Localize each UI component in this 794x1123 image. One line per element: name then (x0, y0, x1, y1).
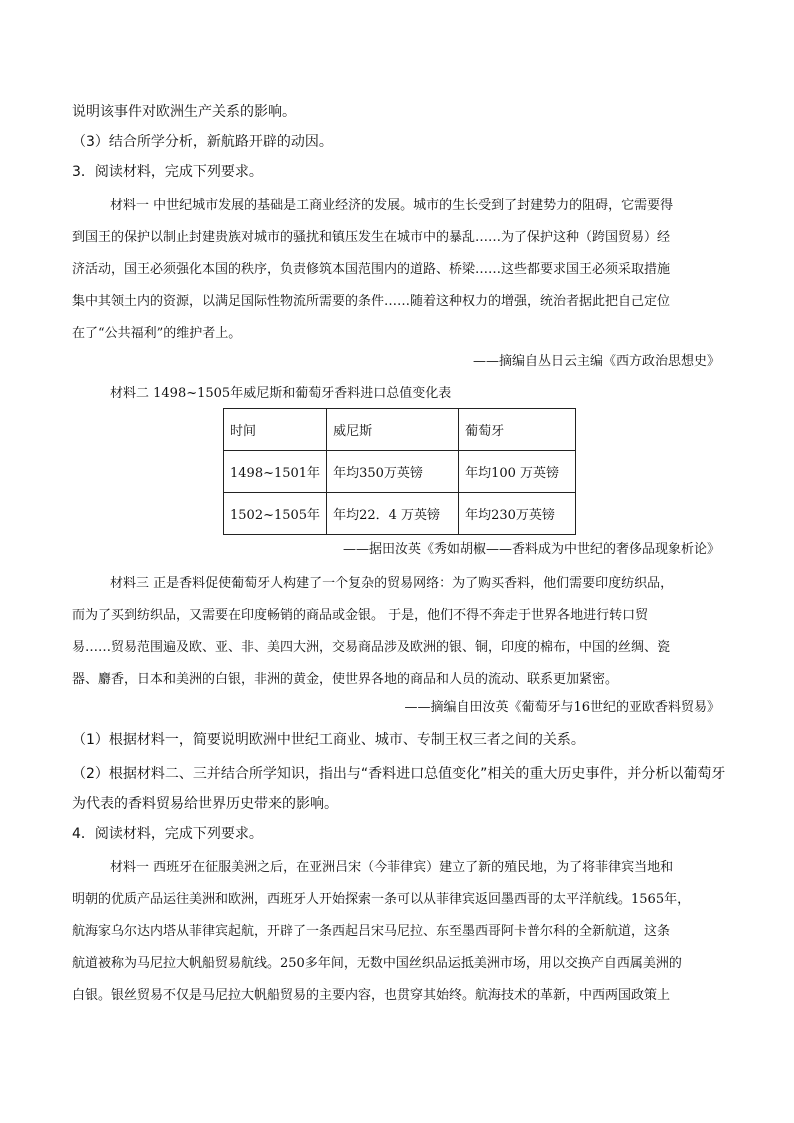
material-1-line: 集中其领土内的资源，以满足国际性物流所需要的条件……随着这种权力的增强，统治者据此把自己定位 (72, 294, 671, 309)
material-3-source: ——摘编自田汝英《葡萄牙与16世纪的亚欧香料贸易》 (404, 700, 720, 715)
table-header-row (224, 409, 576, 451)
q4-material-1-line: 材料一 西班牙在征服美洲之后，在亚洲吕宋（今菲律宾）建立了新的殖民地，为了将菲律宾当地和 (110, 860, 674, 875)
material-2-caption: 材料二 1498~1505年威尼斯和葡萄牙香料进口总值变化表 (110, 386, 452, 401)
table-header-cell: 威尼斯 (327, 409, 459, 451)
table-cell: 年均100 万英镑 (459, 451, 576, 493)
table-row (224, 493, 576, 535)
material-3-line: 易……贸易范围遍及欧、亚、非、美四大洲，交易商品涉及欧洲的银、铜，印度的棉布，中国的丝绸、瓷 (72, 640, 671, 655)
question-3-2-cont: 为代表的香料贸易给世界历史带来的影响。 (72, 796, 338, 812)
question-3-2: （2）根据材料二、三并结合所学知识，指出与“香料进口总值变化”相关的重大历史事件，并分析以葡萄牙 (72, 766, 726, 782)
table-cell: 1498~1501年 (224, 451, 327, 493)
material-1-line: 在了“公共福利”的维护者上。 (72, 326, 242, 341)
q4-material-1-line: 航道被称为马尼拉大帆船贸易航线。250多年间，无数中国丝织品运抵美洲市场，用以交换产自西属美洲的 (72, 956, 682, 971)
q4-material-1-line: 白银。银丝贸易不仅是马尼拉大帆船贸易的主要内容，也贯穿其始终。航海技术的革新，中西两国政策上 (72, 988, 671, 1003)
spice-import-table (223, 408, 576, 535)
material-1-line: 材料一 中世纪城市发展的基础是工商业经济的发展。城市的生长受到了封建势力的阻碍，它需要得 (110, 198, 674, 213)
q4-material-1-line: 航海家乌尔达内塔从菲律宾起航，开辟了一条西起吕宋马尼拉、东至墨西哥阿卡普尔科的全新航道，这条 (72, 924, 671, 939)
material-1-source: ——摘编自丛日云主编《西方政治思想史》 (472, 354, 720, 369)
question-3-1: （1）根据材料一，简要说明欧洲中世纪工商业、城市、专制王权三者之间的关系。 (72, 732, 585, 748)
table-header-cell: 葡萄牙 (459, 409, 576, 451)
question-4-heading: 4．阅读材料，完成下列要求。 (72, 826, 263, 842)
table-cell: 年均350万英镑 (327, 451, 459, 493)
material-3-line: 材料三 正是香料促使葡萄牙人构建了一个复杂的贸易网络：为了购买香料，他们需要印度纺织品， (110, 576, 674, 591)
intro-text: 说明该事件对欧洲生产关系的影响。 (72, 104, 296, 120)
table-header-cell: 时间 (224, 409, 327, 451)
material-3-line: 而为了买到纺织品，又需要在印度畅销的商品或金银。 于是，他们不得不奔走于世界各地进行转口贸 (72, 608, 649, 623)
material-1-line: 到国王的保护以制止封建贵族对城市的骚扰和镇压发生在城市中的暴乱……为了保护这种（跨国贸易）经 (72, 230, 671, 245)
material-2-source: ——据田汝英《秀如胡椒——香料成为中世纪的奢侈品现象析论》 (342, 542, 720, 557)
table-cell: 年均22．4 万英镑 (327, 493, 459, 535)
table-cell: 1502~1505年 (224, 493, 327, 535)
material-3-line: 器、麝香，日本和美洲的白银，非洲的黄金，使世界各地的商品和人员的流动、联系更加紧密。 (72, 672, 619, 687)
q4-material-1-line: 明朝的优质产品运往美洲和欧洲，西班牙人开始探索一条可以从菲律宾返回墨西哥的太平洋航线。1565年， (72, 892, 691, 907)
material-1-line: 济活动，国王必须强化本国的秩序，负责修筑本国范围内的道路、桥梁……这些都要求国王必须采取措施 (72, 262, 671, 277)
table-cell: 年均230万英镑 (459, 493, 576, 535)
table-row (224, 451, 576, 493)
question-3-part: （3）结合所学分析，新航路开辟的动因。 (72, 134, 333, 150)
question-3-heading: 3．阅读材料，完成下列要求。 (72, 164, 263, 180)
